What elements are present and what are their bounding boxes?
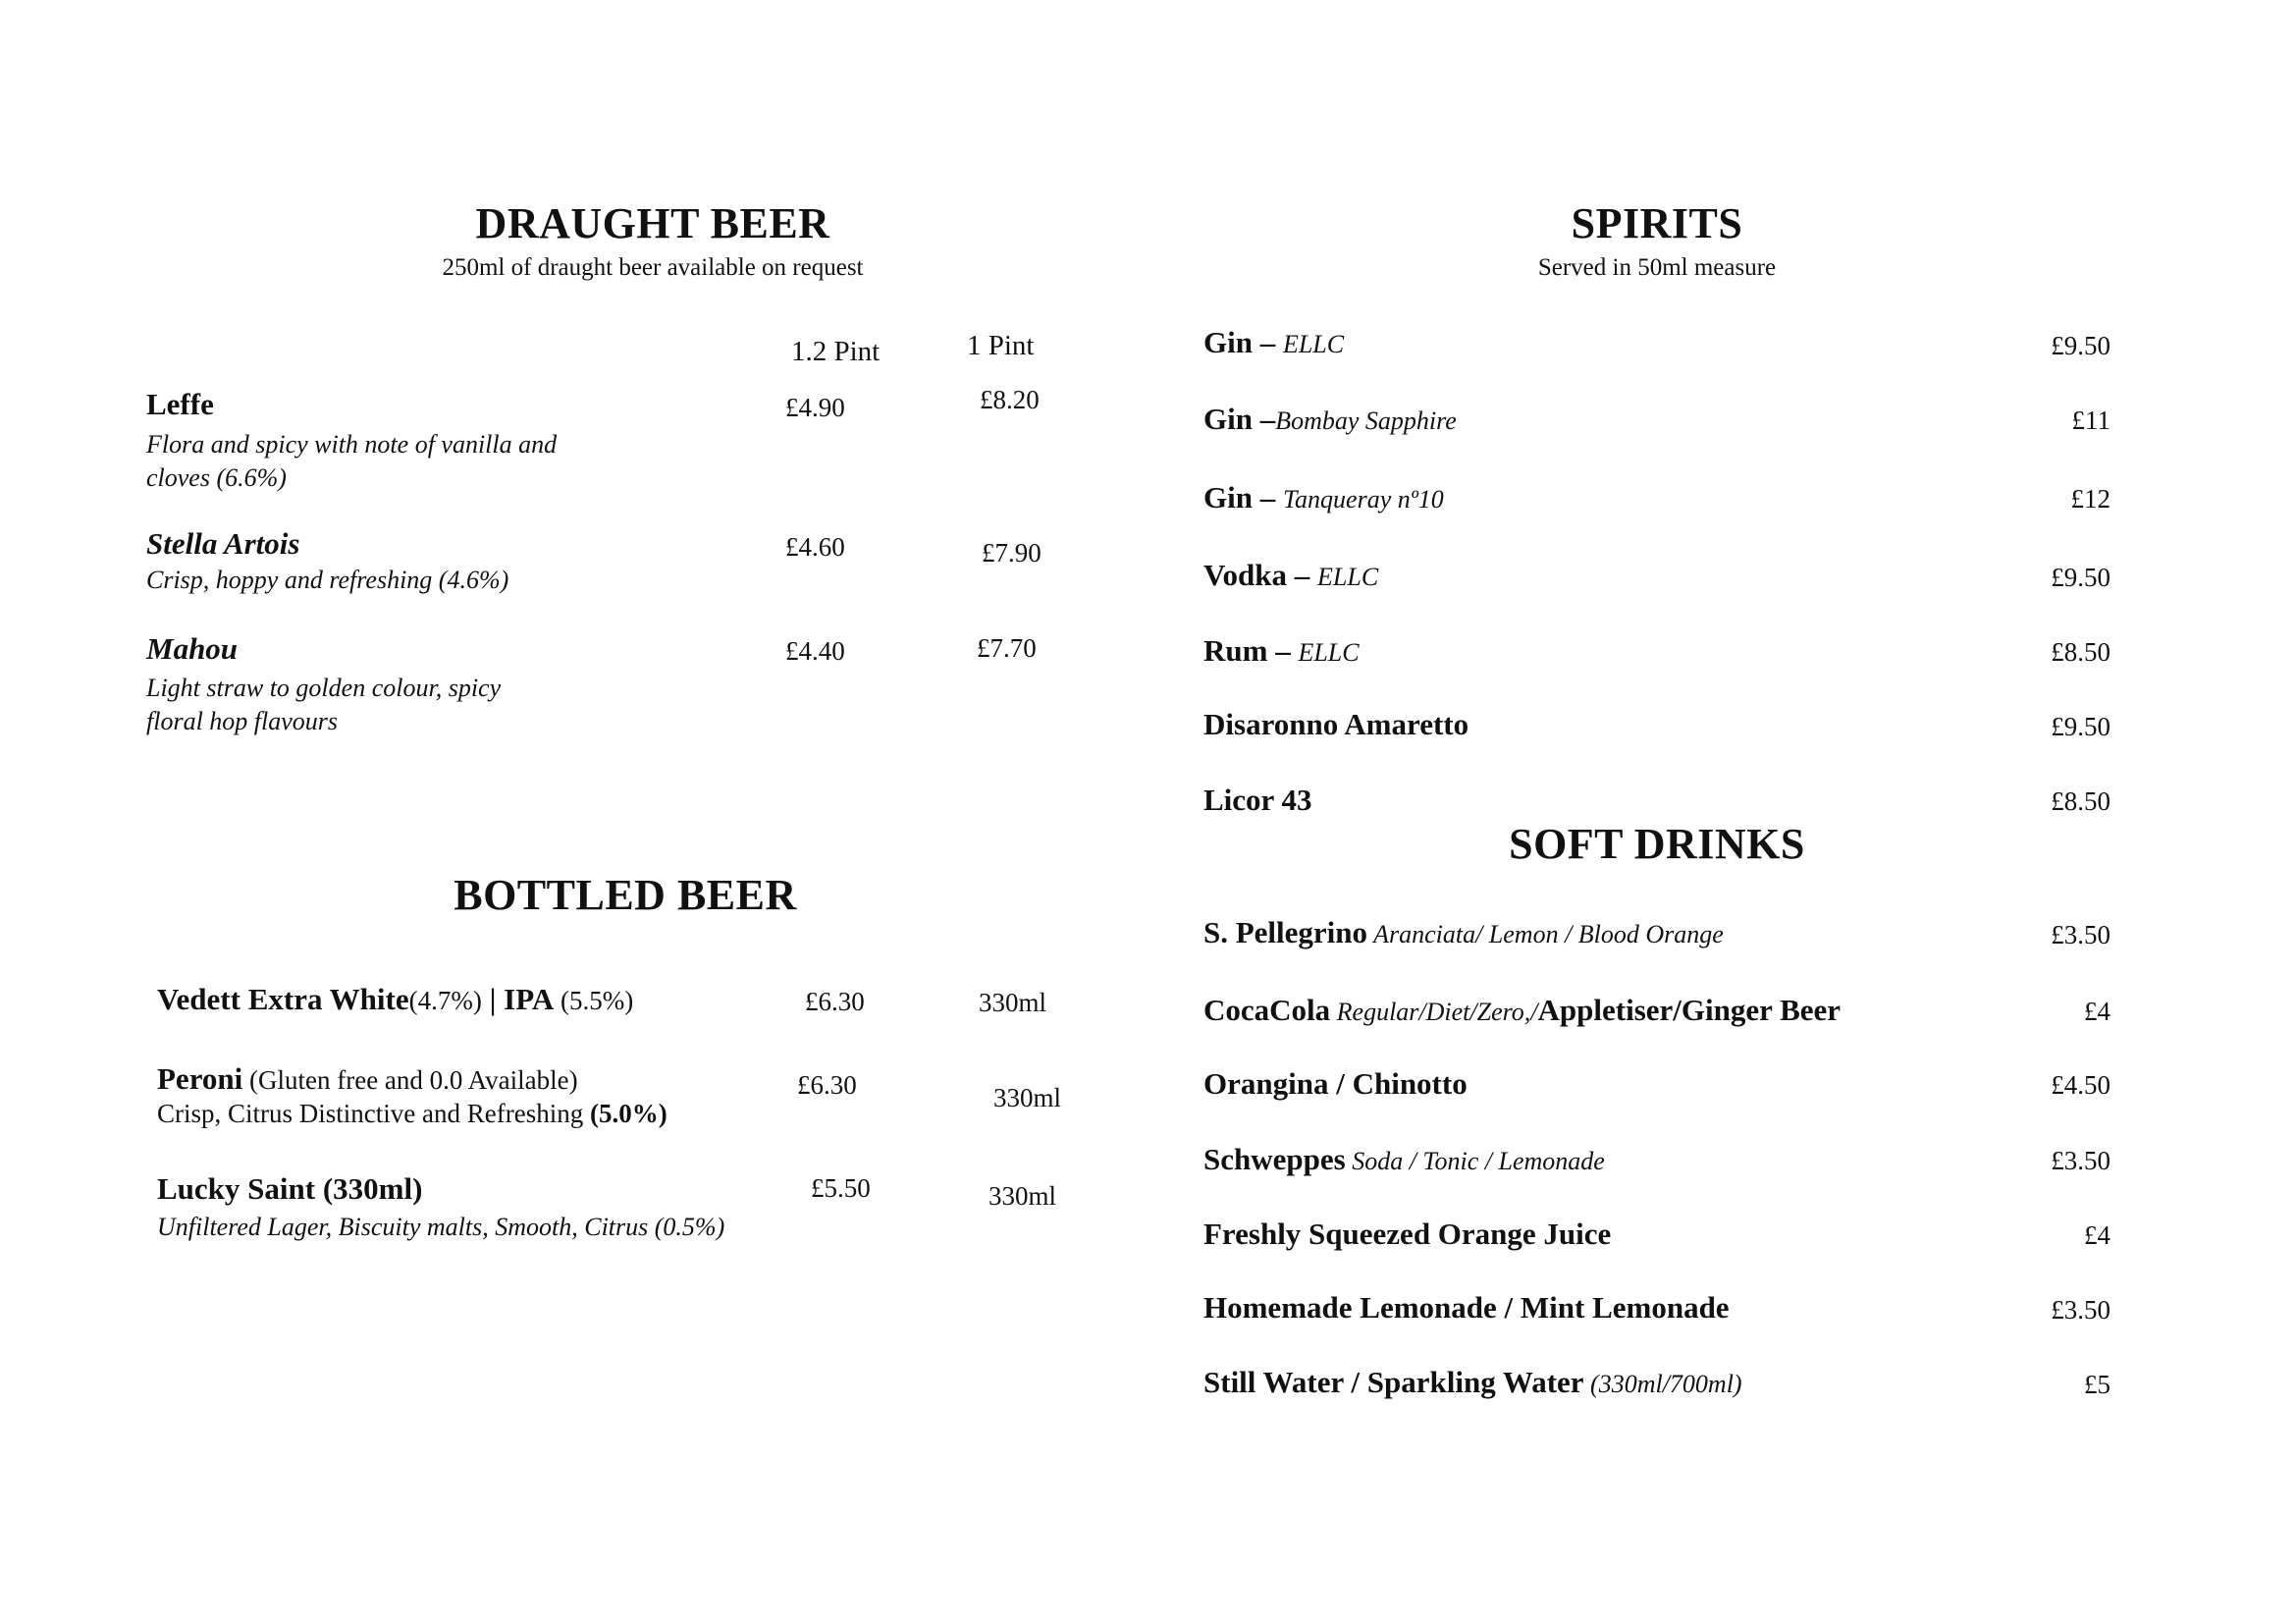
bottled-item-name: Peroni — [157, 1061, 243, 1096]
draught-item-half-price: £4.90 — [785, 393, 845, 422]
spirit-item-dash: – — [1267, 633, 1299, 668]
spirit-item — [1203, 633, 1360, 669]
spirit-item — [1203, 707, 1468, 742]
soft-drink-price: £4 — [2084, 997, 2110, 1026]
spirit-item-dash: – — [1252, 480, 1283, 514]
spirit-item-dash: – — [1252, 325, 1283, 359]
soft-drink-item — [1203, 915, 1724, 950]
spirit-item-price: £9.50 — [2051, 563, 2110, 592]
draught-item-desc: Crisp, hoppy and refreshing (4.6%) — [146, 566, 509, 594]
soft-drink-options: Regular/Diet/Zero,/ — [1330, 998, 1538, 1026]
bottled-item-desc-line — [157, 1099, 667, 1129]
soft-drink-price: £4 — [2084, 1220, 2110, 1250]
bottled-item-desc: Crisp, Citrus Distinctive and Refreshing — [157, 1099, 590, 1128]
bottled-item-name: Vedett Extra White — [157, 982, 409, 1016]
soft-drink-price: £3.50 — [2051, 1295, 2110, 1325]
draught-item-name: Leffe — [146, 387, 214, 421]
draught-item-name: Stella Artois — [146, 526, 300, 561]
spirit-item — [1203, 783, 1312, 818]
draught-item-pint-price: £8.20 — [980, 385, 1040, 414]
spirit-item-name: Vodka — [1203, 558, 1288, 592]
draught-item-desc: Light straw to golden colour, spicy floral hop flavours — [146, 674, 502, 735]
bottled-item-note: (Gluten free and 0.0 Available) — [242, 1065, 578, 1095]
spirit-item-name: Gin — [1203, 480, 1253, 514]
soft-drink-price: £5 — [2084, 1370, 2110, 1399]
soft-drink-item — [1203, 1217, 1611, 1252]
soft-drink-options: Soda / Tonic / Lemonade — [1345, 1147, 1605, 1175]
pint-column-header: 1 Pint — [967, 330, 1035, 361]
spirit-item-name: Gin — [1203, 402, 1253, 436]
bottled-item-name: Lucky Saint (330ml) — [157, 1171, 423, 1206]
spirit-item — [1203, 402, 1457, 437]
soft-drinks-title: SOFT DRINKS — [1509, 820, 1805, 868]
soft-drink-name: Still Water / Sparkling Water — [1203, 1365, 1584, 1399]
soft-drink-item — [1203, 993, 1841, 1028]
spirit-item-name: Disaronno Amaretto — [1203, 707, 1469, 741]
draught-beer-subtitle: 250ml of draught beer available on request — [442, 254, 864, 281]
draught-item-pint-price: £7.70 — [977, 633, 1037, 663]
soft-drink-name: CocaCola — [1203, 993, 1331, 1027]
bottled-item-desc: Unfiltered Lager, Biscuity malts, Smooth, Citrus (0.5%) — [157, 1213, 725, 1241]
spirits-subtitle: Served in 50ml measure — [1537, 254, 1777, 281]
draught-item-half-price: £4.60 — [785, 532, 845, 562]
soft-drink-name: Homemade Lemonade / Mint Lemonade — [1203, 1290, 1730, 1325]
soft-drink-item — [1203, 1365, 1742, 1400]
spirit-item-brand: Tanqueray nº10 — [1282, 485, 1444, 514]
bottled-item-abv-2: (5.5%) — [554, 986, 634, 1015]
bottled-item-size: 330ml — [979, 988, 1047, 1017]
spirit-item-price: £8.50 — [2051, 786, 2110, 816]
soft-drink-item — [1203, 1142, 1605, 1177]
soft-drink-name: S. Pellegrino — [1203, 915, 1368, 949]
spirit-item-brand: ELLC — [1298, 638, 1360, 667]
draught-item-pint-price: £7.90 — [982, 538, 1041, 568]
bottled-beer-title: BOTTLED BEER — [454, 871, 797, 919]
soft-drink-price: £4.50 — [2051, 1070, 2110, 1100]
spirit-item-brand: ELLC — [1282, 330, 1345, 358]
bottled-item-separator: | — [481, 982, 505, 1016]
bottled-item-abv: (4.7%) — [408, 986, 482, 1015]
soft-drink-price: £3.50 — [2051, 1146, 2110, 1175]
spirits-title: SPIRITS — [1571, 199, 1743, 247]
half-pint-column-header: 1.2 Pint — [791, 336, 881, 367]
bottled-item-price: £5.50 — [811, 1173, 871, 1203]
spirit-item — [1203, 558, 1378, 593]
soft-drink-options: Aranciata/ Lemon / Blood Orange — [1367, 920, 1724, 948]
spirit-item-name: Licor 43 — [1203, 783, 1312, 817]
soft-drink-options: (330ml/700ml) — [1583, 1370, 1742, 1398]
spirit-item-name: Gin — [1203, 325, 1253, 359]
bottled-item — [157, 1061, 578, 1097]
soft-drink-name: Freshly Squeezed Orange Juice — [1203, 1217, 1612, 1251]
bottled-item-size: 330ml — [988, 1181, 1057, 1211]
bottled-item-abv: (5.0%) — [589, 1099, 667, 1128]
bottled-item — [157, 982, 633, 1017]
draught-item-desc: Flora and spicy with note of vanilla and cloves (6.6%) — [146, 430, 558, 492]
spirit-item-dash: – — [1252, 402, 1276, 436]
spirit-item-name: Rum — [1203, 633, 1268, 668]
spirit-item-price: £9.50 — [2051, 331, 2110, 360]
soft-drink-price: £3.50 — [2051, 920, 2110, 949]
soft-drink-name: Orangina / Chinotto — [1203, 1066, 1468, 1101]
spirit-item — [1203, 325, 1344, 360]
spirit-item-price: £11 — [2071, 406, 2110, 435]
soft-drink-name: Schweppes — [1203, 1142, 1346, 1176]
bottled-item-name-2: IPA — [504, 982, 555, 1016]
soft-drink-extra: Appletiser/Ginger Beer — [1537, 993, 1842, 1027]
draught-item-half-price: £4.40 — [785, 636, 845, 666]
spirit-item-price: £12 — [2070, 484, 2110, 514]
draught-item-name: Mahou — [146, 631, 239, 666]
spirit-item — [1203, 480, 1444, 515]
draught-beer-title: DRAUGHT BEER — [475, 199, 830, 247]
soft-drink-item — [1203, 1290, 1730, 1326]
spirit-item-brand: Bombay Sapphire — [1275, 406, 1457, 435]
soft-drink-item — [1203, 1066, 1468, 1102]
bottled-item-price: £6.30 — [805, 987, 865, 1016]
bottled-item-size: 330ml — [993, 1083, 1062, 1112]
spirit-item-dash: – — [1287, 558, 1318, 592]
spirit-item-price: £8.50 — [2051, 637, 2110, 667]
spirit-item-price: £9.50 — [2051, 712, 2110, 741]
spirit-item-brand: ELLC — [1317, 563, 1379, 591]
bottled-item-price: £6.30 — [797, 1070, 857, 1100]
